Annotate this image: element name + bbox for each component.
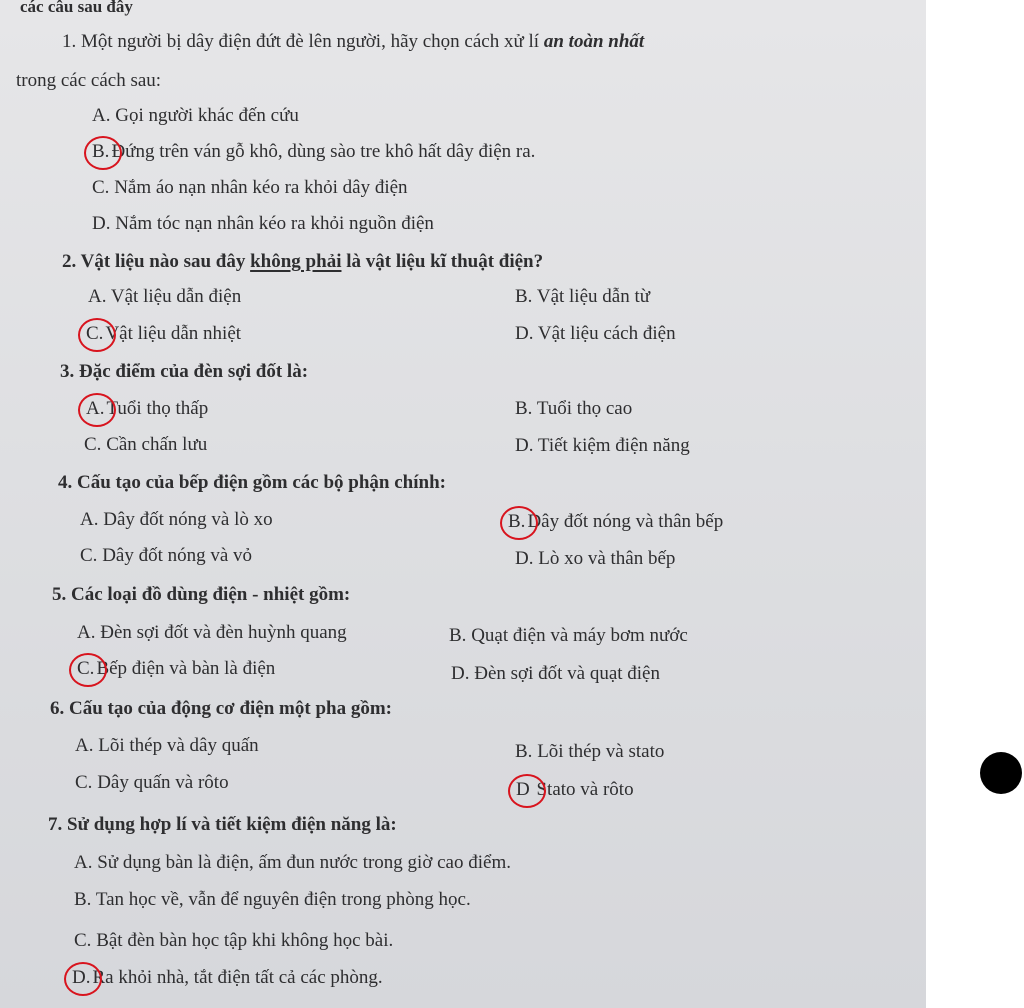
q5-option-b [449, 624, 688, 648]
option-text: Sử dụng bàn là điện, ấm đun nước trong giờ cao điểm. [92, 852, 511, 873]
q3-option-a [86, 397, 208, 421]
q4-option-c [80, 544, 252, 568]
option-text: Dây quấn và rôto [92, 772, 229, 793]
option-text: Cần chấn lưu [101, 434, 208, 455]
option-text: Nắm tóc nạn nhân kéo ra khỏi nguồn điện [110, 213, 434, 234]
question-2-underlined: không phải [250, 251, 342, 272]
answer-circle-mark: B. [508, 511, 526, 532]
q1-option-d [92, 212, 434, 236]
option-text: Quạt điện và máy bơm nước [466, 625, 688, 646]
question-4-stem: 4. Cấu tạo của bếp điện gồm các bộ phận chính: [58, 472, 446, 493]
option-letter: C. [75, 772, 93, 793]
option-letter: A. [80, 509, 99, 530]
option-letter: D. [515, 548, 534, 569]
q3-option-b [515, 397, 632, 421]
option-text: Vật liệu cách điện [533, 323, 676, 344]
question-2-stem-b: là vật liệu kĩ thuật điện? [341, 251, 544, 272]
q2-option-b [515, 285, 650, 309]
option-letter: A. [77, 622, 96, 643]
option-text: Vật liệu dẫn từ [532, 286, 651, 307]
option-letter: C. [80, 545, 98, 566]
q3-option-c [84, 433, 207, 457]
answer-circle-mark: C. [86, 323, 104, 344]
option-letter: B. [515, 741, 533, 762]
option-text: Dây đốt nóng và thân bếp [527, 511, 724, 532]
q4-option-b [508, 510, 723, 534]
q5-option-a [77, 621, 347, 645]
option-text: Lò xo và thân bếp [533, 548, 676, 569]
question-1-stem-cont: trong các cách sau: [16, 70, 162, 91]
question-6-stem: 6. Cấu tạo của động cơ điện một pha gồm: [50, 698, 392, 719]
question-2-stem-a: 2. Vật liệu nào sau đây [62, 251, 251, 272]
q6-option-c [75, 771, 229, 795]
option-letter: D. [92, 213, 111, 234]
q4-option-d [515, 547, 675, 571]
question-1-emphasis: an toàn nhất [543, 31, 645, 52]
option-text: Tiết kiệm điện năng [533, 435, 690, 456]
q2-option-d [515, 322, 676, 346]
option-letter: B. [449, 625, 467, 646]
answer-circle-mark: B. [92, 141, 110, 162]
option-text: Lõi thép và stato [532, 741, 665, 762]
answer-circle-mark: C. [77, 658, 95, 679]
question-2-stem [62, 250, 543, 274]
answer-circle-mark: A. [86, 398, 105, 419]
question-3-stem: 3. Đặc điểm của đèn sợi đốt là: [60, 361, 309, 382]
option-text: Bếp điện và bàn là điện [96, 658, 276, 679]
q1-option-a [92, 104, 299, 128]
q6-option-a [75, 734, 259, 758]
option-letter: A. [88, 286, 107, 307]
question-1-stem [62, 30, 644, 54]
option-letter: A. [74, 852, 93, 873]
option-letter: C. [84, 434, 102, 455]
option-text: Tan học về, vẫn để nguyên điện trong phòng học. [91, 889, 471, 910]
option-text: Bật đèn bàn học tập khi không học bài. [91, 930, 394, 951]
option-letter: C. [92, 177, 110, 198]
option-text: Stato và rôto [531, 779, 634, 800]
option-text: Vật liệu dẫn nhiệt [105, 323, 242, 344]
q3-option-d [515, 434, 690, 458]
q1-option-b [92, 140, 535, 164]
q1-option-c [92, 176, 408, 200]
question-1-number-text: 1. Một người bị dây điện đứt đè lên người, hãy chọn cách xử lí [62, 31, 544, 52]
option-letter: B. [515, 398, 533, 419]
question-7-stem: 7. Sử dụng hợp lí và tiết kiệm điện năng là: [48, 814, 397, 835]
option-text: Ra khỏi nhà, tắt điện tất cả các phòng. [92, 967, 383, 988]
answer-circle-mark: D [516, 779, 530, 800]
intro-line: các câu sau đây [20, 0, 133, 16]
q7-option-b [74, 888, 471, 912]
option-text: Lõi thép và dây quấn [93, 735, 259, 756]
q2-option-a [88, 285, 241, 309]
q6-option-b [515, 740, 664, 764]
q2-option-c [86, 322, 241, 346]
option-letter: D. [515, 435, 534, 456]
q7-option-c [74, 929, 393, 953]
option-text: Dây đốt nóng và vỏ [97, 545, 253, 566]
option-text: Đứng trên ván gỗ khô, dùng sào tre khô hất dây điện ra. [111, 141, 536, 162]
q5-option-d [451, 662, 660, 686]
option-text: Gọi người khác đến cứu [110, 105, 299, 126]
option-text: Dây đốt nóng và lò xo [98, 509, 273, 530]
option-letter: C. [74, 930, 92, 951]
q6-option-d [516, 778, 634, 802]
option-text: Đèn sợi đốt và quạt điện [469, 663, 660, 684]
answer-circle-mark: D. [72, 967, 91, 988]
option-letter: D. [451, 663, 470, 684]
option-letter: D. [515, 323, 534, 344]
option-text: Tuổi thọ thấp [106, 398, 209, 419]
question-5-stem: 5. Các loại đồ dùng điện - nhiệt gồm: [52, 584, 351, 605]
q7-option-a [74, 851, 511, 875]
option-letter: B. [74, 889, 92, 910]
q4-option-a [80, 508, 273, 532]
q5-option-c [77, 657, 275, 681]
option-text: Vật liệu dẫn điện [106, 286, 242, 307]
option-text: Đèn sợi đốt và đèn huỳnh quang [95, 622, 347, 643]
option-text: Tuổi thọ cao [532, 398, 633, 419]
black-dot [980, 752, 1022, 794]
option-letter: A. [92, 105, 111, 126]
option-letter: B. [515, 286, 533, 307]
q7-option-d [72, 966, 383, 990]
option-letter: A. [75, 735, 94, 756]
option-text: Nắm áo nạn nhân kéo ra khỏi dây điện [109, 177, 408, 198]
